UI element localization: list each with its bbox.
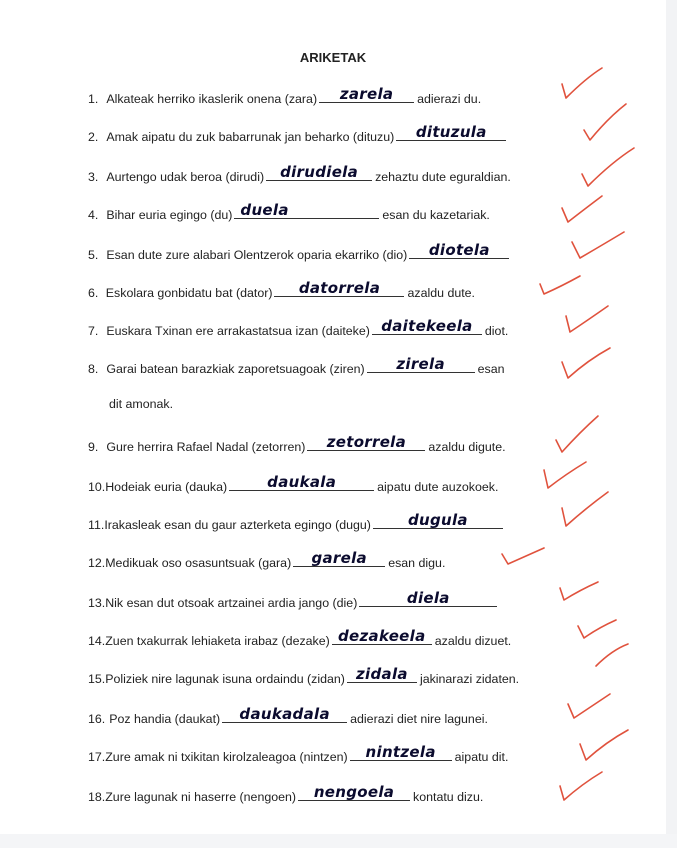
exercise-prompt: Alkateak herriko ikaslerik onena (zara) bbox=[106, 92, 318, 106]
exercise-number: 15. bbox=[88, 672, 106, 686]
exercise-suffix: aipatu dit. bbox=[454, 750, 509, 764]
handwritten-answer: zetorrela bbox=[326, 433, 407, 451]
answer-blank bbox=[359, 586, 497, 607]
handwritten-answer: garela bbox=[311, 549, 367, 567]
exercise-suffix: jakinarazi zidaten. bbox=[419, 672, 520, 686]
handwritten-answer: zidala bbox=[356, 665, 408, 683]
answer-blank bbox=[266, 160, 372, 181]
check-mark-icon bbox=[568, 228, 628, 266]
exercise-2 bbox=[88, 120, 588, 144]
exercise-prompt: Garai batean barazkiak zaporetsuagoak (ziren) bbox=[106, 362, 365, 376]
exercise-13 bbox=[88, 586, 588, 610]
handwritten-answer: daitekeela bbox=[381, 317, 473, 335]
exercise-suffix: azaldu digute. bbox=[428, 440, 506, 454]
exercise-7 bbox=[88, 314, 588, 338]
check-mark-icon bbox=[556, 578, 602, 606]
bottom-edge bbox=[0, 834, 677, 848]
exercise-6 bbox=[88, 276, 588, 300]
exercise-suffix: adierazi du. bbox=[417, 92, 482, 106]
exercise-9 bbox=[88, 430, 588, 454]
handwritten-answer: dugula bbox=[407, 511, 468, 529]
handwritten-answer: zirela bbox=[396, 355, 445, 373]
exercise-14 bbox=[88, 624, 588, 648]
exercise-5 bbox=[88, 238, 588, 262]
exercise-suffix: zehaztu dute eguraldian. bbox=[375, 170, 511, 184]
answer-blank bbox=[298, 780, 410, 801]
exercise-number: 14. bbox=[88, 634, 106, 648]
exercise-suffix: esan digu. bbox=[388, 556, 446, 570]
exercise-number: 9. bbox=[88, 440, 99, 454]
check-mark-icon bbox=[558, 344, 614, 384]
check-mark-icon bbox=[556, 488, 612, 532]
answer-blank bbox=[350, 740, 452, 761]
exercise-suffix: diot. bbox=[484, 324, 509, 338]
answer-blank bbox=[409, 238, 509, 259]
exercise-prompt: Eskolara gonbidatu bat (dator) bbox=[102, 286, 273, 300]
exercise-number: 16. bbox=[88, 712, 106, 726]
exercise-18 bbox=[88, 780, 588, 804]
exercise-16 bbox=[88, 702, 588, 726]
exercise-3 bbox=[88, 160, 588, 184]
check-mark-icon bbox=[580, 100, 630, 146]
exercise-suffix: aipatu dute auzokoek. bbox=[377, 480, 499, 494]
exercise-prompt: Poz handia (daukat) bbox=[109, 712, 221, 726]
exercise-suffix: esan bbox=[477, 362, 505, 376]
worksheet-title: ARIKETAK bbox=[299, 50, 367, 65]
exercise-number: 12. bbox=[88, 556, 106, 570]
exercise-15 bbox=[88, 662, 588, 686]
handwritten-answer: daukala bbox=[267, 473, 337, 491]
check-mark-icon bbox=[564, 690, 614, 724]
exercise-prompt: Gure herrira Rafael Nadal (zetorren) bbox=[106, 440, 306, 454]
exercise-number: 13. bbox=[88, 596, 106, 610]
answer-blank bbox=[319, 82, 414, 103]
exercise-prompt: Euskara Txinan ere arrakastatsua izan (daiteke) bbox=[106, 324, 370, 338]
exercise-prompt: Zure lagunak ni haserre (nengoen) bbox=[105, 790, 297, 804]
exercise-prompt: Amak aipatu du zuk babarrunak jan beharko (dituzu) bbox=[106, 130, 395, 144]
check-mark-icon bbox=[556, 768, 606, 806]
check-mark-icon bbox=[576, 726, 632, 766]
handwritten-answer: datorrela bbox=[298, 279, 381, 297]
exercise-number: 10. bbox=[88, 480, 106, 494]
handwritten-answer: duela bbox=[240, 201, 289, 219]
exercise-prompt: Irakasleak esan du gaur azterketa egingo (dugu) bbox=[104, 518, 371, 532]
exercise-number: 5. bbox=[88, 248, 99, 262]
handwritten-answer: dituzula bbox=[415, 123, 487, 141]
answer-blank bbox=[372, 314, 482, 335]
exercise-number: 11. bbox=[88, 518, 105, 532]
answer-blank bbox=[367, 352, 475, 373]
answer-blank bbox=[222, 702, 347, 723]
exercise-suffix: esan du kazetariak. bbox=[382, 208, 490, 222]
scrollbar-track[interactable] bbox=[666, 0, 677, 834]
answer-blank bbox=[347, 662, 417, 683]
exercise-8 bbox=[88, 352, 588, 376]
exercise-number: 4. bbox=[88, 208, 99, 222]
handwritten-answer: zarela bbox=[339, 85, 394, 103]
handwritten-answer: diotela bbox=[428, 241, 490, 259]
exercise-suffix: adierazi diet nire lagunei. bbox=[350, 712, 488, 726]
answer-blank bbox=[229, 470, 374, 491]
answer-blank bbox=[373, 508, 503, 529]
answer-blank bbox=[234, 198, 379, 219]
exercise-prompt: Esan dute zure alabari Olentzerok oparia ekarriko (dio) bbox=[106, 248, 408, 262]
check-mark-icon bbox=[536, 272, 586, 302]
answer-blank bbox=[293, 546, 385, 567]
exercise-number: 6. bbox=[88, 286, 99, 300]
check-mark-icon bbox=[562, 302, 612, 338]
exercise-continuation: dit amonak. bbox=[109, 397, 174, 411]
answer-blank bbox=[332, 624, 432, 645]
handwritten-answer: nengoela bbox=[313, 783, 395, 801]
check-mark-icon bbox=[498, 544, 548, 570]
exercise-number: 3. bbox=[88, 170, 99, 184]
exercise-prompt: Bihar euria egingo (du) bbox=[106, 208, 233, 222]
handwritten-answer: dirudiela bbox=[280, 163, 359, 181]
exercise-suffix: kontatu dizu. bbox=[413, 790, 484, 804]
exercise-number: 17. bbox=[88, 750, 106, 764]
exercise-suffix: azaldu dizuet. bbox=[434, 634, 512, 648]
exercise-suffix: azaldu dute. bbox=[407, 286, 475, 300]
answer-blank bbox=[396, 120, 506, 141]
exercise-number: 18. bbox=[88, 790, 106, 804]
handwritten-answer: daukadala bbox=[239, 705, 330, 723]
exercise-1 bbox=[88, 82, 588, 106]
exercise-10 bbox=[88, 470, 588, 494]
answer-blank bbox=[307, 430, 425, 451]
exercise-number: 1. bbox=[88, 92, 99, 106]
check-mark-icon bbox=[578, 144, 638, 192]
exercise-prompt: Hodeiak euria (dauka) bbox=[105, 480, 228, 494]
exercise-17 bbox=[88, 740, 588, 764]
exercise-4 bbox=[88, 198, 588, 222]
exercise-prompt: Zure amak ni txikitan kirolzaleagoa (nintzen) bbox=[105, 750, 348, 764]
check-mark-icon bbox=[592, 640, 632, 670]
exercise-prompt: Medikuak oso osasuntsuak (gara) bbox=[105, 556, 292, 570]
handwritten-answer: nintzela bbox=[365, 743, 436, 761]
exercise-number: 8. bbox=[88, 362, 99, 376]
check-mark-icon bbox=[552, 412, 602, 456]
exercise-prompt: Nik esan dut otsoak artzainei ardia jango (die) bbox=[105, 596, 358, 610]
check-mark-icon bbox=[558, 192, 608, 232]
exercise-number: 2. bbox=[88, 130, 99, 144]
exercise-prompt: Poliziek nire lagunak isuna ordaindu (zidan) bbox=[105, 672, 345, 686]
exercise-prompt: Aurtengo udak beroa (dirudi) bbox=[106, 170, 265, 184]
exercise-11 bbox=[88, 508, 588, 532]
handwritten-answer: diela bbox=[406, 589, 450, 607]
exercise-prompt: Zuen txakurrak lehiaketa irabaz (dezake) bbox=[105, 634, 330, 648]
exercise-number: 7. bbox=[88, 324, 99, 338]
answer-blank bbox=[274, 276, 404, 297]
handwritten-answer: dezakeela bbox=[338, 627, 426, 645]
